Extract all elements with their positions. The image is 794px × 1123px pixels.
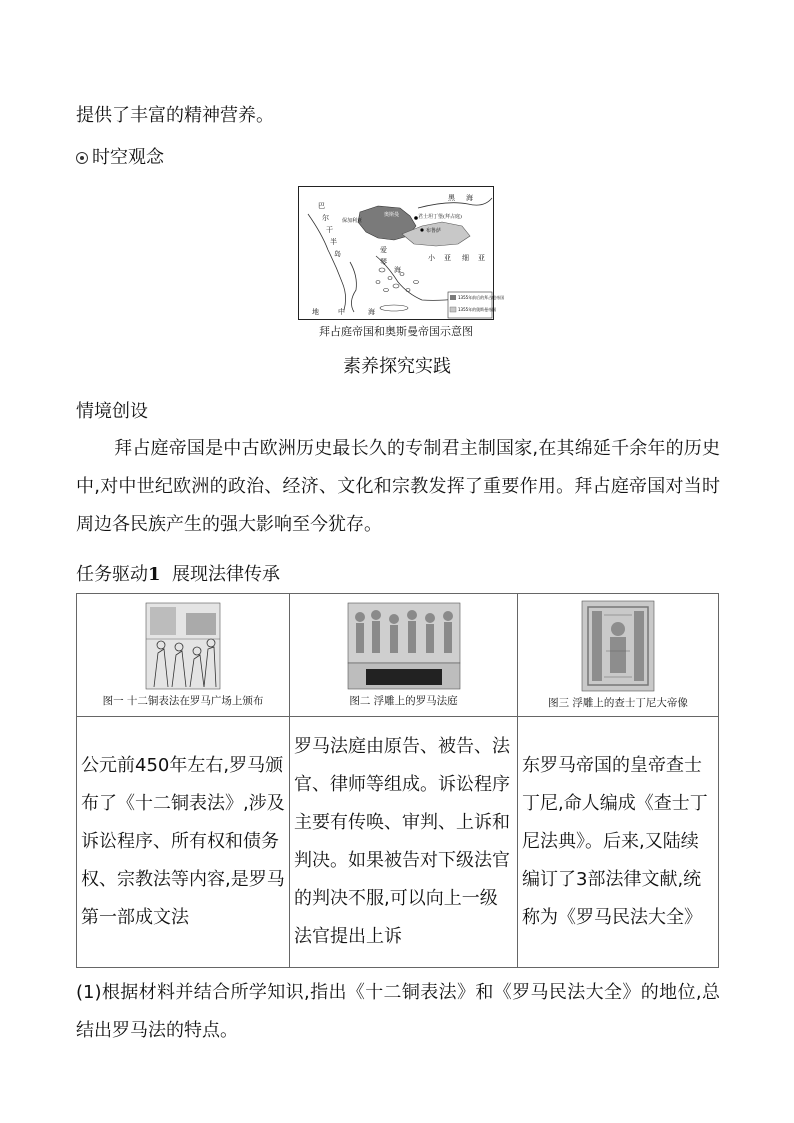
scenario-text: 拜占庭帝国是中古欧洲历史最长久的专制君主制国家,在其绵延千余年的历史中,对中世纪欧洲的政治、经济、文化和宗教发挥了重要作用。拜占庭帝国对当时周边各民族产生的强大影响至今犹存。	[76, 438, 720, 535]
svg-text:中: 中	[338, 308, 345, 316]
text-row	[77, 717, 719, 968]
svg-text:岛: 岛	[334, 250, 341, 258]
map-caption: 拜占庭帝国和奥斯曼帝国示意图	[319, 325, 473, 338]
image-cell-3	[518, 594, 719, 717]
legend-ottoman: 1355年的奥斯曼帝国	[458, 307, 497, 312]
text-cell-2: 罗马法庭由原告、被告、法官、律师等组成。诉讼程序主要有传唤、审判、上诉和判决。如果被告对下级法官的判决不服,可以向上一级法官提出上诉	[290, 717, 518, 968]
radio-bullet-icon	[76, 152, 88, 164]
map-legend	[448, 292, 504, 318]
justinian-relief	[582, 601, 654, 691]
image-cell-1	[77, 594, 290, 717]
text-cell-3: 东罗马帝国的皇帝查士丁尼,命人编成《查士丁尼法典》。后来,又陆续编订了3部法律文献,统称为《罗马民法大全》	[518, 717, 719, 968]
caption-3: 图三 浮雕上的查士丁尼大帝像	[548, 696, 688, 709]
twelve-tables-engraving	[146, 603, 220, 689]
svg-text:细: 细	[462, 254, 469, 262]
task-number: 1	[148, 564, 161, 585]
svg-text:海: 海	[368, 308, 375, 316]
task-label: 任务驱动	[76, 564, 148, 585]
svg-text:亚: 亚	[478, 254, 485, 262]
section-heading	[76, 146, 164, 170]
svg-text:海: 海	[394, 266, 401, 274]
svg-text:半: 半	[330, 238, 337, 246]
task-heading	[76, 563, 280, 587]
map-label-constantinople: 君士坦丁堡(拜占庭)	[418, 214, 462, 220]
map-label-mediterranean: 地	[312, 308, 319, 316]
map-label-bulgaria: 保加利亚	[342, 218, 363, 224]
svg-text:琴: 琴	[380, 258, 387, 266]
map-label-ottoman: 奥斯曼	[384, 212, 400, 218]
caption-2: 图二 浮雕上的罗马法庭	[349, 694, 458, 707]
svg-text:海: 海	[466, 194, 473, 202]
map-label-aegean: 爱	[380, 246, 387, 254]
law-table	[76, 593, 719, 968]
svg-text:干: 干	[326, 226, 333, 234]
practice-title: 素养探究实践	[343, 356, 451, 377]
byzantine-ottoman-map	[298, 186, 505, 320]
caption-1: 图一 十二铜表法在罗马广场上颁布	[102, 694, 264, 707]
map-label-bursa: 布鲁萨	[426, 228, 442, 234]
svg-text:亚: 亚	[444, 254, 451, 262]
task-title: 展现法律传承	[171, 564, 280, 585]
scenario-paragraph	[76, 430, 720, 544]
svg-text:尔: 尔	[322, 214, 329, 222]
scenario-title: 情境创设	[76, 401, 148, 422]
section-label: 时空观念	[92, 147, 164, 168]
text-cell-1: 公元前450年左右,罗马颁布了《十二铜表法》,涉及诉讼程序、所有权和债务权、宗教法等内容,是罗马第一部成文法	[77, 717, 290, 968]
question-1: (1)根据材料并结合所学知识,指出《十二铜表法》和《罗马民法大全》的地位,总结出罗马法的特点。	[76, 982, 720, 1041]
image-row	[77, 594, 719, 717]
legend-byzantine: 1355年前后的拜占庭帝国	[458, 295, 505, 300]
map-label-black-sea: 黑	[448, 194, 455, 202]
map-figure	[298, 186, 505, 320]
map-label-balkan: 巴	[318, 202, 325, 210]
image-cell-2	[290, 594, 518, 717]
roman-court-relief	[348, 603, 460, 689]
intro-line: 提供了丰富的精神营养。	[76, 105, 274, 126]
map-label-asia-minor: 小	[428, 254, 435, 262]
